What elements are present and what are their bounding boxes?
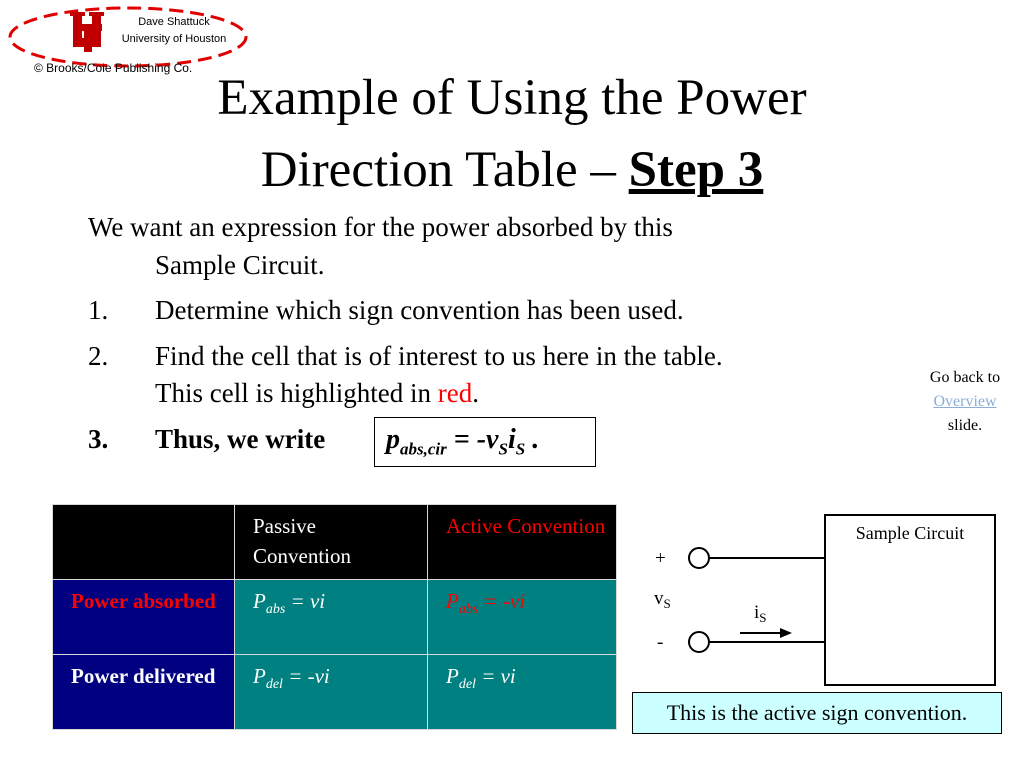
list-number-3: 3.: [88, 424, 109, 454]
cell-passive-absorbed: $P_{abs}$ = vi: [235, 580, 428, 655]
table-corner-cell: [53, 505, 235, 580]
table-row: [53, 580, 617, 655]
intro-text: We want an expression for the power absorbed by this: [88, 212, 673, 242]
title-step-emphasis: Step 3: [628, 142, 764, 198]
minus-sign: -: [657, 632, 664, 653]
uh-interlocking-logo-icon: [70, 12, 108, 54]
row-label-power-absorbed: Power absorbed: [53, 580, 235, 655]
copyright-notice: © Brooks/Cole Publishing Co.: [34, 61, 193, 75]
voltage-label: $v_S$: [654, 588, 671, 611]
power-formula: $p_{abs,cir} = -v_Si_S$ .: [386, 424, 540, 459]
intro-text-continued: Sample Circuit.: [155, 250, 325, 280]
current-arrowhead: [780, 628, 792, 638]
slide-title-line2: [0, 140, 1024, 200]
cell-passive-delivered: $P_{del} = -vi$: [235, 655, 428, 730]
current-label: $i_S$: [754, 602, 767, 625]
list-item-2-suffix: .: [472, 378, 479, 408]
go-back-note: [910, 366, 1020, 438]
slide-title-line1: Example of Using the Power: [217, 70, 807, 126]
go-back-suffix: slide.: [947, 417, 983, 434]
cell-active-absorbed-highlighted: $P_{abs} = -vi$: [428, 580, 617, 655]
header-active-convention: Active Convention: [428, 505, 617, 580]
list-item-2-prefix: This cell is highlighted in: [155, 378, 438, 408]
power-direction-table: [52, 504, 617, 730]
active-convention-note: This is the active sign convention.: [632, 692, 1002, 734]
list-item-2: Find the cell that is of interest to us here in the table.: [155, 341, 723, 371]
plus-sign: +: [655, 548, 666, 569]
header-passive-convention: Passive Convention: [235, 505, 428, 580]
author-institution: University of Houston: [121, 33, 227, 45]
cell-active-delivered: $P_{del}$ = vi: [428, 655, 617, 730]
list-number-1: 1.: [88, 295, 109, 325]
list-item-3: Thus, we write: [155, 424, 326, 454]
list-item-2-continued: [155, 377, 885, 409]
red-highlight-word: red: [437, 378, 473, 408]
row-label-power-delivered: Power delivered: [53, 655, 235, 730]
sample-circuit-label: Sample Circuit: [855, 523, 965, 543]
list-number-2: 2.: [88, 341, 109, 371]
positive-terminal: [689, 548, 709, 568]
table-row: [53, 655, 617, 730]
author-name: Dave Shattuck: [138, 16, 210, 28]
list-item-1: Determine which sign convention has been used.: [155, 295, 684, 325]
table-header-row: [53, 505, 617, 580]
overview-link[interactable]: Overview: [933, 393, 997, 410]
go-back-text: Go back to: [929, 369, 1001, 386]
title-prefix: Direction Table –: [260, 142, 629, 198]
negative-terminal: [689, 632, 709, 652]
